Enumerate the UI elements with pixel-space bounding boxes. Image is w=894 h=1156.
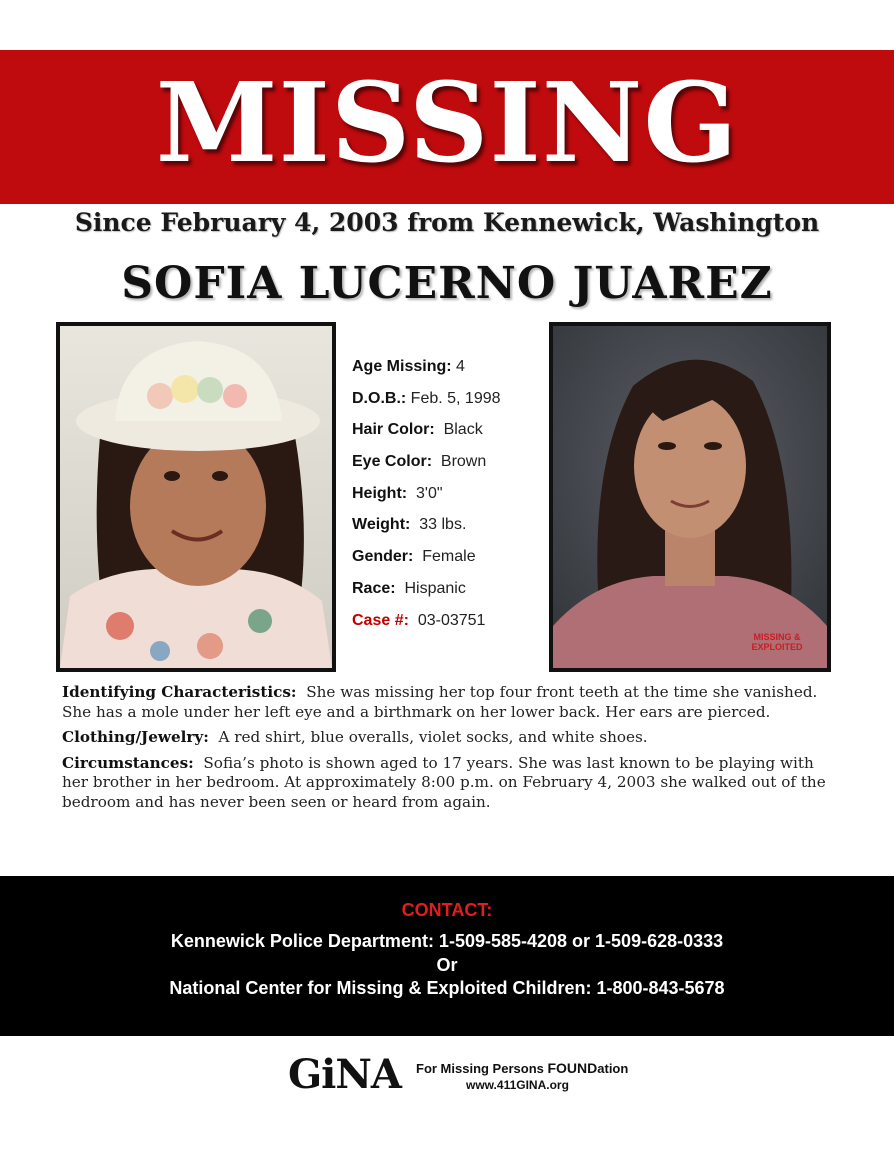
fact-eye: Eye Color: Brown <box>352 453 487 471</box>
description-block <box>62 683 832 818</box>
fact-dob: D.O.B.: Feb. 5, 1998 <box>352 389 501 407</box>
clothing-paragraph: Clothing/Jewelry: A red shirt, blue overalls, violet socks, and white shoes. <box>62 728 648 746</box>
fact-hair: Hair Color: Black <box>352 421 483 439</box>
fact-race: Race: Hispanic <box>352 579 466 597</box>
identifying-paragraph: Identifying Characteristics: She was missing her top four front teeth at the time she vanished. She has a mole under her left eye and a birthmark on her lower back. Her ears are pierced. <box>62 683 818 721</box>
footer <box>288 1052 628 1102</box>
gina-logo: GiNA <box>288 1051 401 1098</box>
contact-police: Kennewick Police Department: 1-509-585-4208 or 1-509-628-0333 <box>170 931 724 951</box>
fact-case: Case #: 03-03751 <box>352 611 486 629</box>
child-photo-icon <box>60 326 332 668</box>
circumstances-paragraph: Circumstances: Sofia’s photo is shown aged to 17 years. She was last known to be playing with her brother in her bedroom. At approximately 8:00 p.m. on February 4, 2003 she walked out of the bedroom and has never been seen or heard from again. <box>62 753 826 811</box>
watermark-label: MISSING & EXPLOITED <box>751 632 803 652</box>
fact-gender: Gender: Female <box>352 548 476 566</box>
contact-or: Or <box>436 955 458 975</box>
since-line: Since February 4, 2003 from Kennewick, Washington <box>74 208 820 237</box>
website-link[interactable]: www.411GINA.org <box>466 1078 569 1092</box>
contact-section <box>0 876 894 1036</box>
contact-title: CONTACT: <box>401 900 493 920</box>
person-name: SOFIA LUCERNO JUAREZ <box>121 258 773 309</box>
banner-title: MISSING <box>155 58 739 187</box>
facts-list <box>352 356 542 641</box>
foundation-tagline: For Missing Persons FOUNDation <box>416 1060 629 1076</box>
fact-weight: Weight: 33 lbs. <box>352 516 467 534</box>
fact-height: Height: 3'0" <box>352 484 443 502</box>
child-photo <box>56 322 336 672</box>
fact-age: Age Missing: 4 <box>352 358 465 375</box>
contact-ncmec: National Center for Missing & Exploited Children: 1-800-843-5678 <box>169 978 725 998</box>
age-progressed-photo <box>549 322 831 672</box>
age-progressed-photo-icon <box>553 326 827 668</box>
